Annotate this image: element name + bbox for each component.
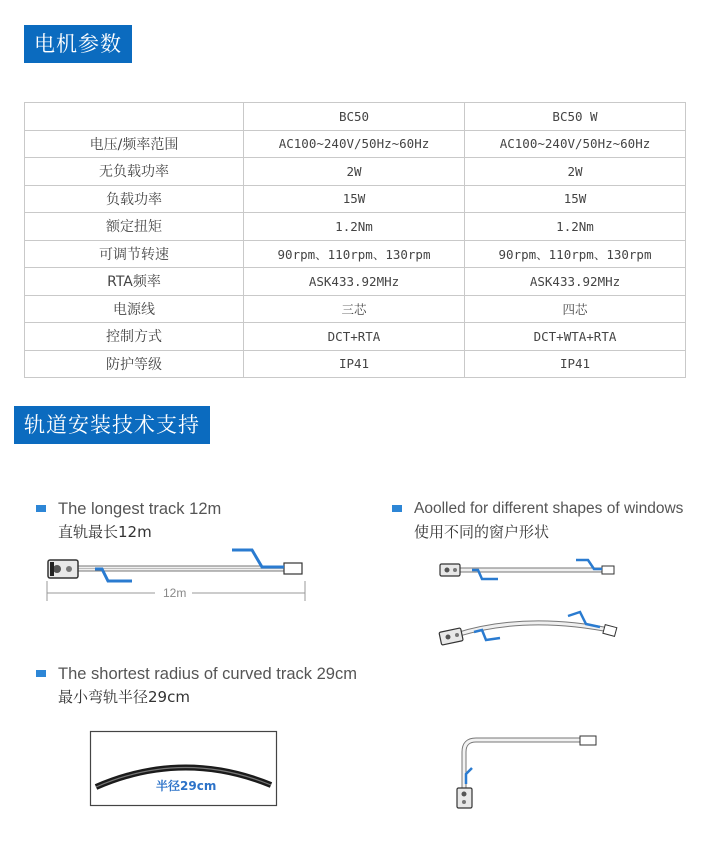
table-row [25,130,686,158]
cell-bc50w: IP41 [465,350,686,378]
table-row [25,213,686,241]
header-cell-bc50w: BC50 W [465,103,686,131]
cell-bc50: 90rpm、110rpm、130rpm [244,240,465,268]
bullet-icon [36,505,46,512]
feature-longest-en: The longest track 12m [58,500,222,518]
row-label: 无负载功率 [25,158,244,186]
row-label: 控制方式 [25,323,244,351]
straight-track-illustration [40,545,315,605]
bullet-icon [36,670,46,677]
cell-bc50w: 90rpm、110rpm、130rpm [465,240,686,268]
cell-bc50w: 四芯 [465,295,686,323]
motor-icon [440,564,460,576]
l-shaped-track-illustration [452,732,612,812]
section-title-motor-params: 电机参数 [24,25,132,63]
cell-bc50: ASK433.92MHz [244,268,465,296]
bullet-icon [392,505,402,512]
row-label: RTA频率 [25,268,244,296]
curved-track-illustration [90,731,278,807]
row-label: 负载功率 [25,185,244,213]
header-cell-empty [25,103,244,131]
cell-bc50w: AC100~240V/50Hz~60Hz [465,130,686,158]
dimension-label: 12m [163,586,187,600]
row-label: 防护等级 [25,350,244,378]
cell-bc50w: DCT+WTA+RTA [465,323,686,351]
cell-bc50: 15W [244,185,465,213]
cell-bc50: AC100~240V/50Hz~60Hz [244,130,465,158]
track-end-cap [284,563,302,574]
table-row [25,268,686,296]
table-row [25,295,686,323]
shape-straight-illustration [436,558,636,588]
cell-bc50w: 2W [465,158,686,186]
shape-bent-illustration [436,608,636,653]
table-row [25,185,686,213]
table-row [25,158,686,186]
row-label: 额定扭矩 [25,213,244,241]
feature-shapes-zh: 使用不同的窗户形状 [414,523,550,541]
cell-bc50: 三芯 [244,295,465,323]
cell-bc50: IP41 [244,350,465,378]
cell-bc50w: 15W [465,185,686,213]
section-title-track-support: 轨道安装技术支持 [14,406,210,444]
cell-bc50w: ASK433.92MHz [465,268,686,296]
feature-longest-track [58,498,221,544]
table-row [25,350,686,378]
table-header-row [25,103,686,131]
motor-params-table [24,102,686,378]
cell-bc50: 2W [244,158,465,186]
cell-bc50w: 1.2Nm [465,213,686,241]
header-cell-bc50: BC50 [244,103,465,131]
table-row [25,323,686,351]
cable-right [232,550,284,567]
motor-icon [48,560,78,578]
feature-shapes-en: Aoolled for different shapes of windows [414,500,684,517]
motor-icon [439,628,463,645]
motor-icon [457,788,472,808]
row-label: 电压/频率范围 [25,130,244,158]
table-row [25,240,686,268]
row-label: 电源线 [25,295,244,323]
radius-label: 半径29cm [156,779,217,793]
cell-bc50: DCT+RTA [244,323,465,351]
feature-window-shapes [414,498,683,544]
cell-bc50: 1.2Nm [244,213,465,241]
feature-longest-zh: 直轨最长12m [58,523,152,541]
feature-radius-zh: 最小弯轨半径29cm [58,688,190,706]
feature-radius-en: The shortest radius of curved track 29cm [58,665,357,683]
feature-shortest-radius [58,663,357,709]
row-label: 可调节转速 [25,240,244,268]
